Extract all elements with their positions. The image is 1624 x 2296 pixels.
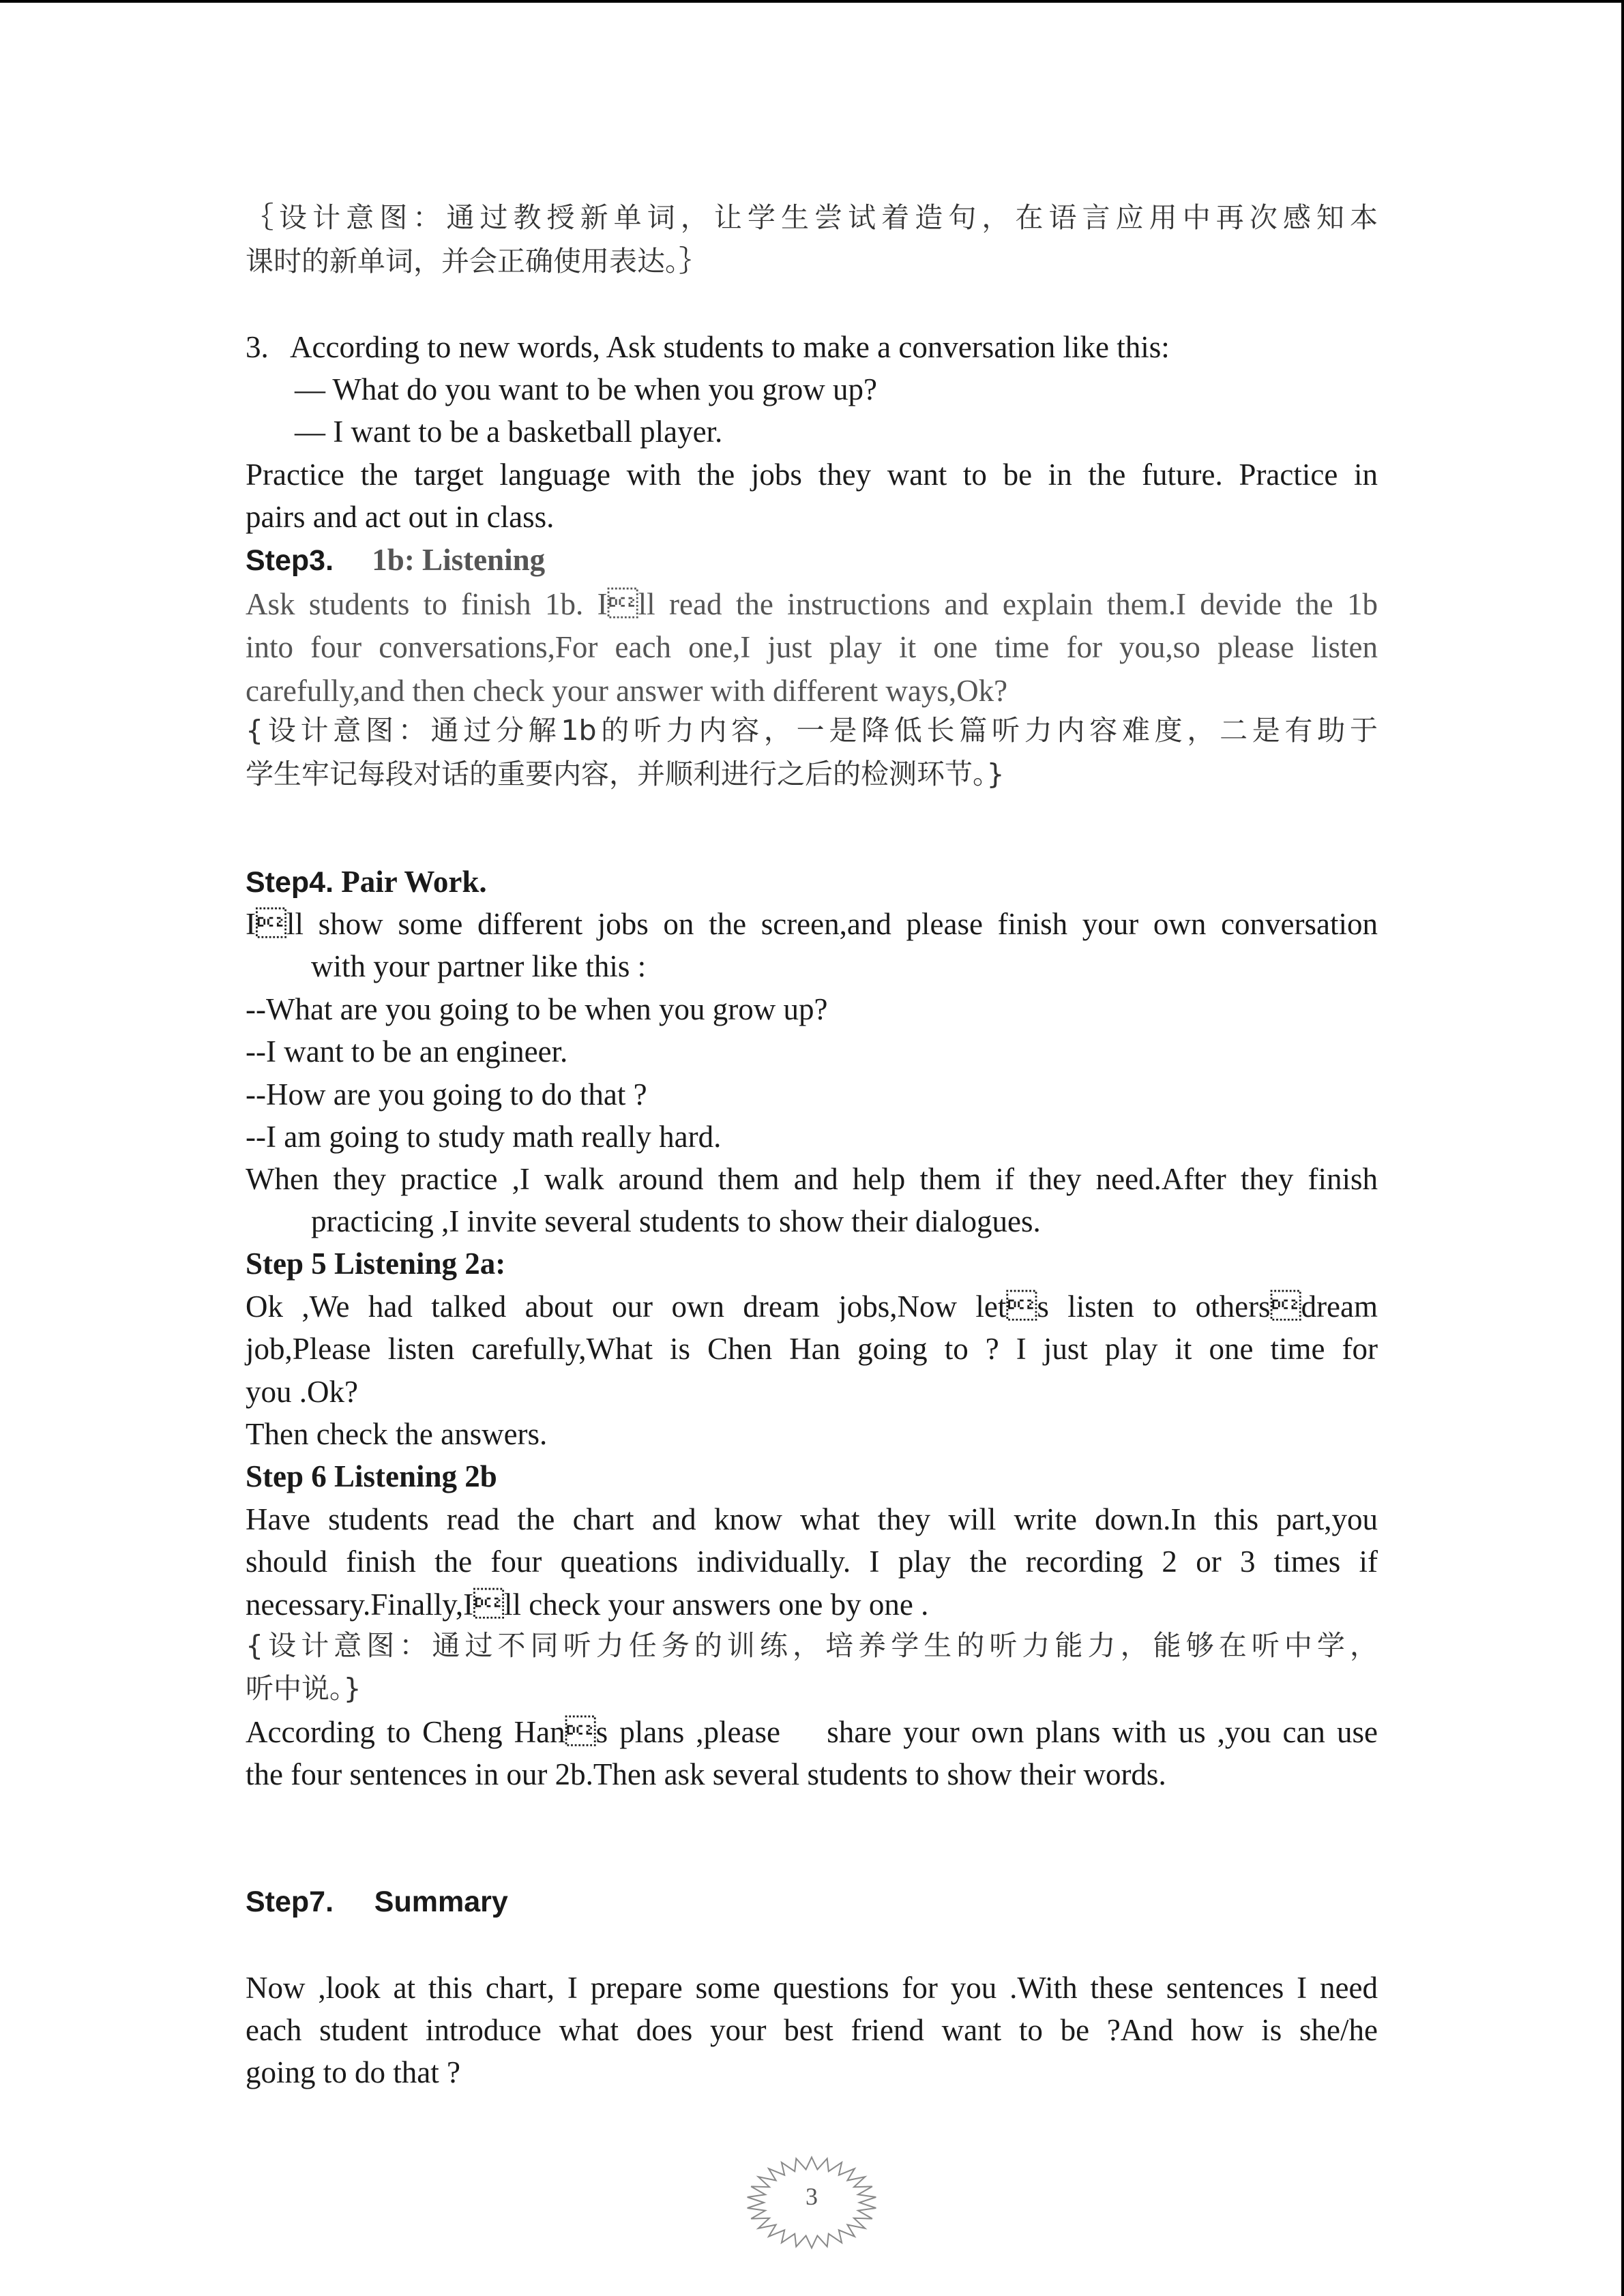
- step3-label: Step3.: [246, 544, 334, 577]
- dialogue-answer: — I want to be a basketball player.: [295, 415, 723, 449]
- page-right-border: [1621, 0, 1624, 2296]
- step6-title: Step 6 Listening 2b: [246, 1459, 497, 1493]
- step5-line: you .Ok?: [246, 1375, 358, 1409]
- step3-line: into four conversations,For each one,I just play it one time for you,so please listen: [246, 630, 1378, 664]
- step7-title: Summary: [374, 1885, 508, 1918]
- step7-line: each student introduce what does your best friend want to be ?And how is she/he: [246, 2013, 1378, 2047]
- step6-line: Have students read the chart and know what they will write down.In this part,you: [246, 1502, 1378, 1536]
- page-number: 3: [806, 2183, 818, 2210]
- design-intent-line: {设计意图：通过不同听力任务的训练，培养学生的听力能力，能够在听中学，: [246, 1629, 1378, 1662]
- step7-line: Now ,look at this chart, I prepare some questions for you .With these sentences I need: [246, 1971, 1378, 2005]
- step3-line: Ask students to finish 1b. Ill read the instructions and explain them.I devide the 1b: [246, 587, 1378, 621]
- step3-title: 1b: Listening: [372, 543, 546, 577]
- step3-heading: [246, 539, 545, 582]
- step4-line: --I want to be an engineer.: [246, 1034, 568, 1069]
- step3-line: carefully,and then check your answer with different ways,Ok?: [246, 674, 1008, 708]
- step5-line: job,Please listen carefully,What is Chen Han going to ? I just play it one time for: [246, 1332, 1378, 1366]
- step4-title: Pair Work.: [341, 865, 487, 899]
- design-intent-line: 听中说。}: [246, 1672, 361, 1705]
- design-intent-line: ｛设计意图：通过教授新单词，让学生尝试着造句，在语言应用中再次感知本: [246, 201, 1378, 234]
- step7-line: going to do that ?: [246, 2055, 460, 2089]
- step7-label: Step7.: [246, 1885, 334, 1918]
- step6-line: According to Cheng Hans plans ,please share your own plans with us ,you can use: [246, 1715, 1378, 1749]
- step4-heading: [246, 861, 487, 904]
- step5-title: Step 5 Listening 2a:: [246, 1247, 506, 1281]
- step6-line: the four sentences in our 2b.Then ask several students to show their words.: [246, 1757, 1166, 1791]
- step7-heading: [246, 1881, 508, 1923]
- step4-line: --What are you going to be when you grow up?: [246, 992, 828, 1026]
- item-3-text: 3. According to new words, Ask students to make a conversation like this:: [246, 330, 1170, 364]
- step4-line: When they practice ,I walk around them and help them if they need.After they finish: [246, 1162, 1378, 1196]
- practice-line: Practice the target language with the jobs they want to be in the future. Practice in: [246, 458, 1378, 492]
- step5-line: Ok ,We had talked about our own dream jobs,Now lets listen to othersdream: [246, 1289, 1378, 1324]
- step4-line: Ill show some different jobs on the screen,and please finish your own conversation: [246, 907, 1378, 941]
- dialogue-question: — What do you want to be when you grow up?: [295, 372, 878, 406]
- page-top-border: [0, 0, 1624, 3]
- design-intent-line: 课时的新单词，并会正确使用表达。｝: [246, 245, 707, 278]
- step4-label: Step4.: [246, 866, 334, 899]
- step5-line: Then check the answers.: [246, 1417, 548, 1451]
- practice-line: pairs and act out in class.: [246, 500, 555, 534]
- step6-line: necessary.Finally,Ill check your answers one by one .: [246, 1587, 929, 1622]
- step4-line: with your partner like this :: [311, 949, 647, 983]
- step6-line: should finish the four queations individually. I play the recording 2 or 3 times if: [246, 1545, 1378, 1579]
- design-intent-line: 学生牢记每段对话的重要内容，并顺利进行之后的检测环节。}: [246, 758, 1005, 790]
- step4-line: --How are you going to do that ?: [246, 1077, 647, 1112]
- step4-line: --I am going to study math really hard.: [246, 1120, 722, 1154]
- step4-line: practicing ,I invite several students to show their dialogues.: [311, 1204, 1041, 1238]
- design-intent-line: {设计意图：通过分解1b的听力内容，一是降低长篇听力内容难度，二是有助于: [246, 714, 1378, 747]
